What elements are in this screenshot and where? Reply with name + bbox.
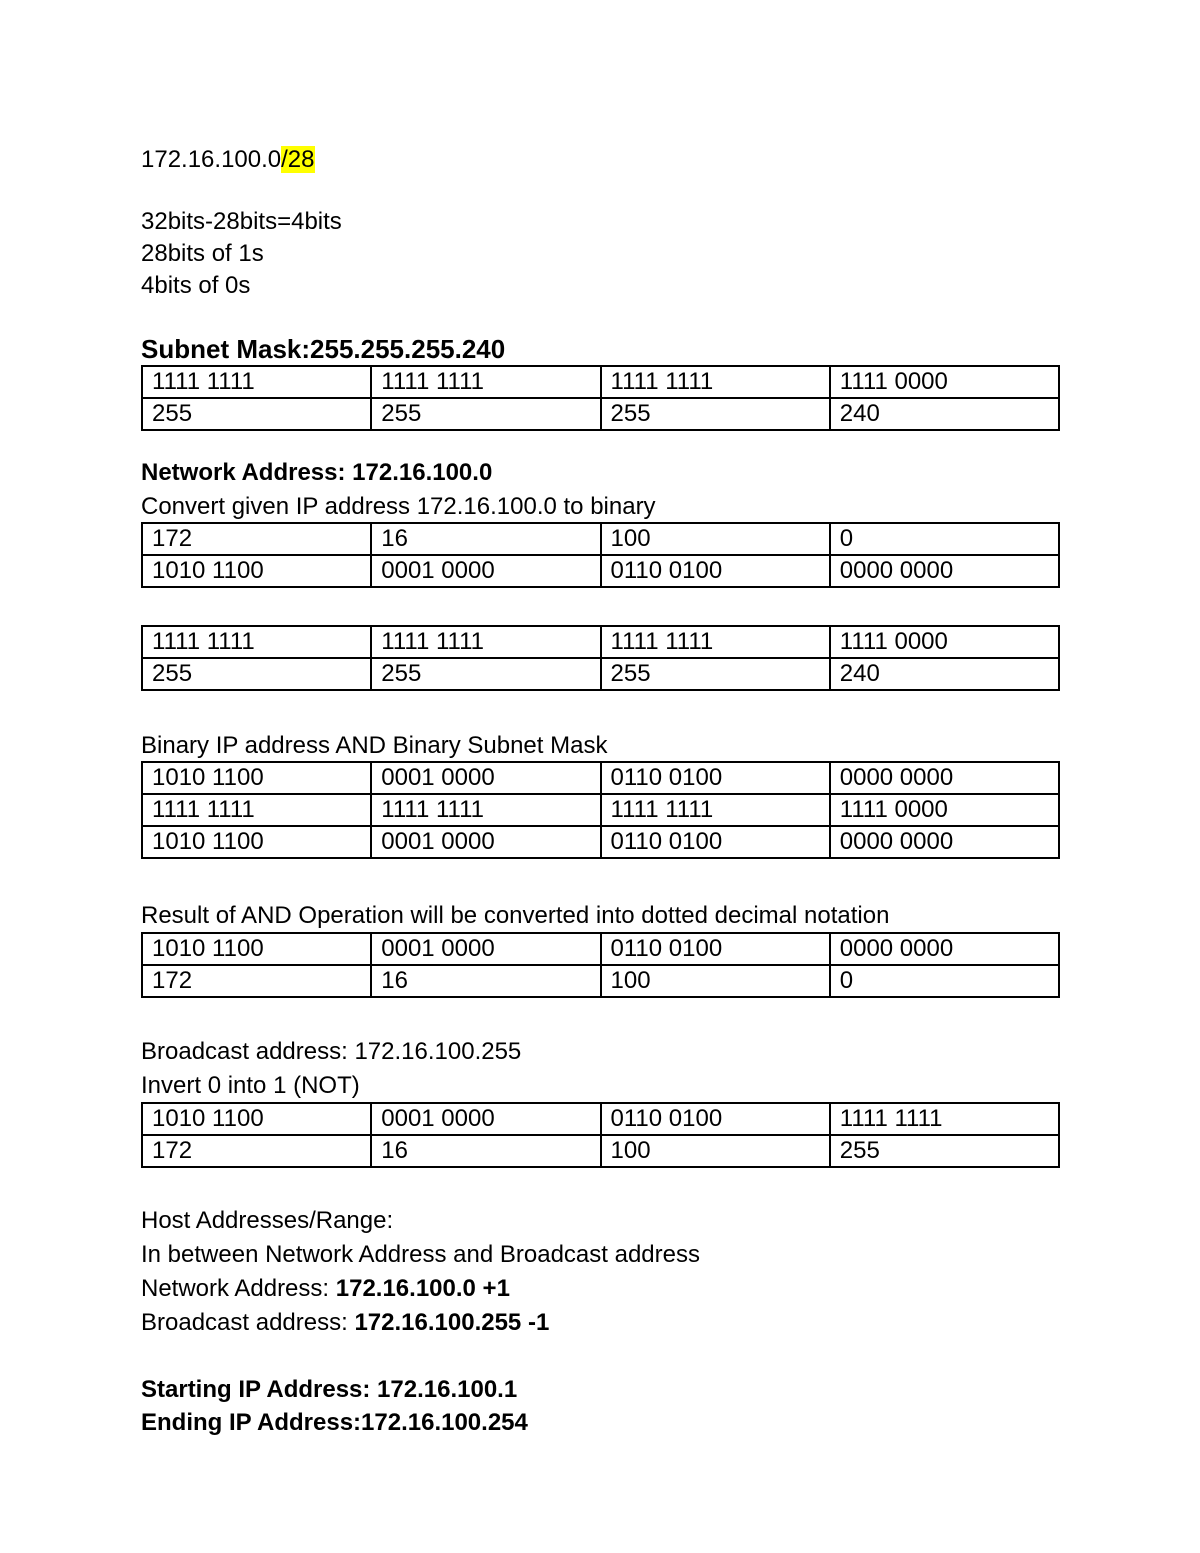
table-cell: 0110 0100 bbox=[601, 933, 830, 965]
table-cell: 1111 1111 bbox=[371, 366, 600, 398]
table-cell: 255 bbox=[601, 398, 830, 430]
table-cell: 0 bbox=[830, 965, 1059, 997]
table-cell: 1111 0000 bbox=[830, 366, 1059, 398]
table-cell: 0110 0100 bbox=[601, 555, 830, 587]
network-heading: Network Address: 172.16.100.0 bbox=[141, 459, 493, 486]
table-cell: 240 bbox=[830, 398, 1059, 430]
ending-ip: Ending IP Address:172.16.100.254 bbox=[141, 1409, 528, 1436]
result-title: Result of AND Operation will be converted into dotted decimal notation bbox=[141, 902, 890, 929]
table-cell: 1010 1100 bbox=[142, 933, 371, 965]
table-cell: 0001 0000 bbox=[371, 1103, 600, 1135]
table-cell: 1111 1111 bbox=[601, 794, 830, 826]
table-cell: 1111 1111 bbox=[830, 1103, 1059, 1135]
broadcast-table bbox=[141, 1102, 1060, 1168]
table-cell: 1111 0000 bbox=[830, 626, 1059, 658]
calc-line-3: 4bits of 0s bbox=[141, 272, 251, 299]
table-cell: 16 bbox=[371, 965, 600, 997]
table-row bbox=[142, 658, 1059, 690]
table-cell: 1111 1111 bbox=[601, 626, 830, 658]
table-row bbox=[142, 826, 1059, 858]
table-cell: 0110 0100 bbox=[601, 762, 830, 794]
result-table bbox=[141, 932, 1060, 998]
table-cell: 1010 1100 bbox=[142, 1103, 371, 1135]
and-table bbox=[141, 761, 1060, 859]
table-cell: 172 bbox=[142, 523, 371, 555]
hosts-broadcast-label: Broadcast address: bbox=[141, 1309, 355, 1336]
table-cell: 0000 0000 bbox=[830, 933, 1059, 965]
table-cell: 0110 0100 bbox=[601, 826, 830, 858]
table-cell: 0001 0000 bbox=[371, 933, 600, 965]
table-cell: 172 bbox=[142, 965, 371, 997]
table-row bbox=[142, 366, 1059, 398]
table-cell: 1111 0000 bbox=[830, 794, 1059, 826]
table-cell: 16 bbox=[371, 523, 600, 555]
table-row bbox=[142, 794, 1059, 826]
table-row bbox=[142, 1103, 1059, 1135]
calc-line-2: 28bits of 1s bbox=[141, 240, 264, 267]
broadcast-subtitle: Invert 0 into 1 (NOT) bbox=[141, 1072, 360, 1099]
hosts-broadcast-value: 172.16.100.255 -1 bbox=[354, 1309, 550, 1336]
table-cell: 255 bbox=[371, 658, 600, 690]
cidr-prefix: /28 bbox=[281, 146, 315, 173]
table-cell: 100 bbox=[601, 523, 830, 555]
table-row bbox=[142, 626, 1059, 658]
hosts-network-label: Network Address: bbox=[141, 1275, 336, 1302]
mask-binary-table bbox=[141, 625, 1060, 691]
ip-binary-table bbox=[141, 522, 1060, 588]
table-cell: 1111 1111 bbox=[142, 626, 371, 658]
table-cell: 1111 1111 bbox=[371, 794, 600, 826]
table-row bbox=[142, 933, 1059, 965]
table-row bbox=[142, 965, 1059, 997]
table-cell: 0001 0000 bbox=[371, 555, 600, 587]
table-cell: 16 bbox=[371, 1135, 600, 1167]
table-cell: 1111 1111 bbox=[142, 366, 371, 398]
broadcast-title: Broadcast address: 172.16.100.255 bbox=[141, 1038, 522, 1065]
hosts-broadcast-line bbox=[141, 1308, 549, 1338]
table-cell: 0000 0000 bbox=[830, 555, 1059, 587]
table-cell: 1111 1111 bbox=[601, 366, 830, 398]
table-row bbox=[142, 762, 1059, 794]
table-cell: 255 bbox=[142, 658, 371, 690]
table-cell: 0 bbox=[830, 523, 1059, 555]
calc-line-1: 32bits-28bits=4bits bbox=[141, 208, 342, 235]
table-cell: 1111 1111 bbox=[371, 626, 600, 658]
subnet-mask-table bbox=[141, 365, 1060, 431]
hosts-desc: In between Network Address and Broadcast address bbox=[141, 1241, 700, 1268]
table-row bbox=[142, 555, 1059, 587]
starting-ip: Starting IP Address: 172.16.100.1 bbox=[141, 1376, 518, 1403]
table-cell: 1010 1100 bbox=[142, 762, 371, 794]
table-cell: 0001 0000 bbox=[371, 826, 600, 858]
table-cell: 255 bbox=[601, 658, 830, 690]
hosts-network-line bbox=[141, 1274, 510, 1304]
network-subtitle: Convert given IP address 172.16.100.0 to binary bbox=[141, 493, 656, 520]
table-cell: 0000 0000 bbox=[830, 762, 1059, 794]
table-cell: 172 bbox=[142, 1135, 371, 1167]
table-cell: 100 bbox=[601, 1135, 830, 1167]
table-cell: 1010 1100 bbox=[142, 826, 371, 858]
cidr-line bbox=[141, 145, 315, 175]
table-cell: 1010 1100 bbox=[142, 555, 371, 587]
table-cell: 255 bbox=[371, 398, 600, 430]
table-cell: 240 bbox=[830, 658, 1059, 690]
table-cell: 0000 0000 bbox=[830, 826, 1059, 858]
subnet-mask-heading: Subnet Mask:255.255.255.240 bbox=[141, 334, 506, 364]
table-cell: 255 bbox=[142, 398, 371, 430]
table-row bbox=[142, 1135, 1059, 1167]
table-cell: 100 bbox=[601, 965, 830, 997]
table-cell: 255 bbox=[830, 1135, 1059, 1167]
and-title: Binary IP address AND Binary Subnet Mask bbox=[141, 732, 608, 759]
table-cell: 0001 0000 bbox=[371, 762, 600, 794]
table-cell: 1111 1111 bbox=[142, 794, 371, 826]
hosts-title: Host Addresses/Range: bbox=[141, 1207, 394, 1234]
table-cell: 0110 0100 bbox=[601, 1103, 830, 1135]
hosts-network-value: 172.16.100.0 +1 bbox=[335, 1275, 510, 1302]
table-row bbox=[142, 523, 1059, 555]
cidr-ip: 172.16.100.0 bbox=[141, 146, 282, 173]
table-row bbox=[142, 398, 1059, 430]
